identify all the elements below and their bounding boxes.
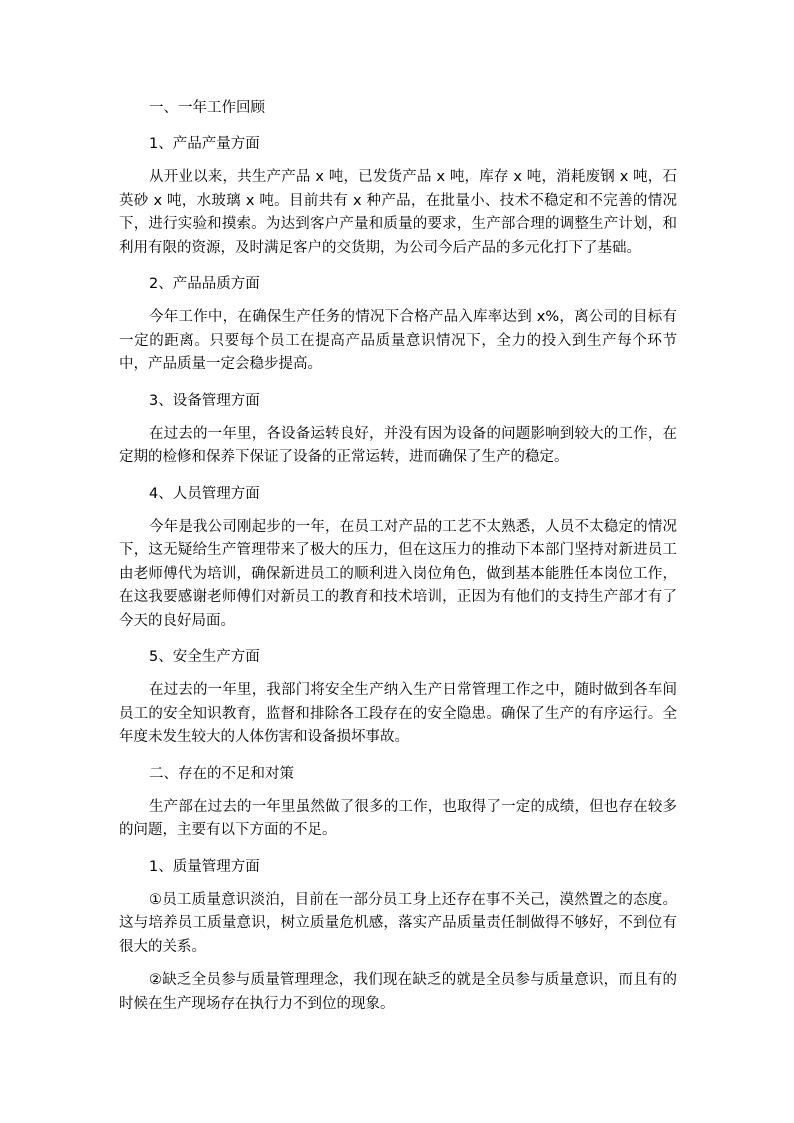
paragraph-equipment-management: 在过去的一年里，各设备运转良好，并没有因为设备的问题影响到较大的工作，在定期的检修和保养下保证了设备的正常运转，进而确保了生产的稳定。 <box>119 425 677 465</box>
subheading-personnel-management: 4、人员管理方面 <box>149 485 260 502</box>
section-heading-shortcomings: 二、存在的不足和对策 <box>149 765 294 782</box>
paragraph-quality-point-2: ②缺乏全员参与质量管理理念，我们现在缺乏的就是全员参与质量意识，而且有的时候在生产现场存在执行力不到位的现象。 <box>119 972 677 1012</box>
paragraph-shortcomings-intro: 生产部在过去的一年里虽然做了很多的工作，也取得了一定的成绩，但也存在较多的问题，主要有以下方面的不足。 <box>119 798 677 838</box>
paragraph-product-quality: 今年工作中，在确保生产任务的情况下合格产品入库率达到 x%，离公司的目标有一定的距离。只要每个员工在提高产品质量意识情况下，全力的投入到生产每个环节中，产品质量一定会稳步提高。 <box>119 309 677 372</box>
subheading-safe-production: 5、安全生产方面 <box>149 649 260 665</box>
subheading-quality-management: 1、质量管理方面 <box>149 858 260 875</box>
subheading-equipment-management: 3、设备管理方面 <box>149 392 260 409</box>
section-heading-work-review: 一、一年工作回顾 <box>149 100 265 116</box>
subheading-product-output: 1、产品产量方面 <box>149 136 260 152</box>
paragraph-quality-point-1: ①员工质量意识淡泊，目前在一部分员工身上还存在事不关己，漠然置之的态度。这与培养员工质量意识，树立质量危机感，落实产品质量责任制做得不够好，不到位有很大的关系。 <box>119 891 677 955</box>
paragraph-personnel-management: 今年是我公司刚起步的一年，在员工对产品的工艺不太熟悉，人员不太稳定的情况下，这无疑给生产管理带来了极大的压力，但在这压力的推动下本部门坚持对新进员工由老师傅代为培训，确保新进员工的顺利进入岗位角色，做到基本能胜任本岗位工作，在这我要感谢老师傅们对新员工的教育和技术培训，正因为有他们的支持生产部才有了今天的良好局面。 <box>119 518 677 629</box>
document-body <box>119 94 677 1026</box>
paragraph-product-output: 从开业以来，共生产产品 x 吨，已发货产品 x 吨，库存 x 吨，消耗废钢 x 吨，石英砂 x 吨，水玻璃 x 吨。目前共有 x 种产品，在批量小、技术不稳定和不完善的情况下，进行实验和摸索。为达到客户产量和质量的要求，生产部合理的调整生产计划，和利用有限的资源，及时满足客户的交货期，为公司今后产品的多元化打下了基础。 <box>119 169 677 256</box>
paragraph-safe-production: 在过去的一年里，我部门将安全生产纳入生产日常管理工作之中，随时做到各车间员工的安全知识教育，监督和排除各工段存在的安全隐患。确保了生产的有序运行。全年度未发生较大的人体伤害和设备损坏事故。 <box>119 682 677 745</box>
subheading-product-quality: 2、产品品质方面 <box>149 276 260 292</box>
